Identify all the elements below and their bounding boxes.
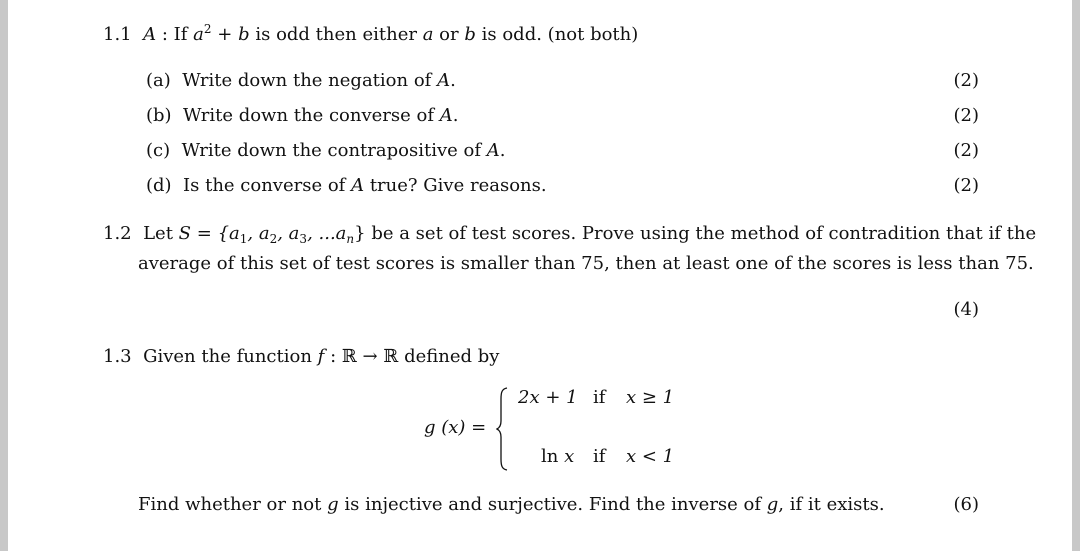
piecewise-lhs: g (x) = xyxy=(424,417,487,438)
set-part: } xyxy=(354,223,366,244)
question-text: Find whether or not xyxy=(138,494,322,515)
question-part-c xyxy=(146,142,505,160)
set-part: , ...a xyxy=(307,223,347,244)
function-domain: ℝ → ℝ xyxy=(341,346,399,367)
subscript: n xyxy=(346,232,355,246)
part-var: A xyxy=(439,105,453,126)
case2-condition: x < 1 xyxy=(626,446,675,467)
question-part-d xyxy=(146,177,547,195)
question-text: is injective and surjective. Find the inverse of xyxy=(344,494,762,515)
question-text: Given the function xyxy=(143,346,312,367)
case2-if: if xyxy=(593,446,606,467)
statement-var: A xyxy=(143,24,157,45)
question-text: be a set of test scores. Prove using the method of contradition that if the xyxy=(371,223,1037,244)
part-text: Is the converse of xyxy=(183,175,346,196)
var-a: a xyxy=(422,24,434,45)
marks-part-b: (2) xyxy=(953,105,979,126)
marks-part-a: (2) xyxy=(953,70,979,91)
part-label: (a) xyxy=(146,70,171,91)
part-text: Write down the negation of xyxy=(182,70,432,91)
part-end: . xyxy=(452,105,459,126)
function-f: f xyxy=(317,346,325,367)
statement-text: is odd. (not both) xyxy=(481,24,639,45)
question-text: , if it exists. xyxy=(778,494,885,515)
part-var: A xyxy=(351,175,365,196)
let-word: Let xyxy=(143,223,173,244)
statement-text: is odd then either xyxy=(255,24,417,45)
question-1-3-intro xyxy=(103,348,499,366)
marks-1-3: (6) xyxy=(953,494,979,515)
var-b: b xyxy=(238,24,250,45)
function-g: g xyxy=(766,494,779,515)
case1-condition: x ≥ 1 xyxy=(626,387,675,408)
exam-page xyxy=(8,0,1072,551)
part-end: . xyxy=(450,70,456,91)
colon: : xyxy=(330,346,337,367)
equals: = xyxy=(196,223,212,244)
question-number: 1.3 xyxy=(103,346,132,367)
marks-part-d: (2) xyxy=(953,175,979,196)
part-label: (d) xyxy=(146,175,172,196)
subscript: 3 xyxy=(299,232,308,246)
part-text: Write down the contrapositive of xyxy=(181,140,482,161)
var-a: a xyxy=(193,24,204,45)
part-var: A xyxy=(437,70,451,91)
set-part: , a xyxy=(277,223,300,244)
set-var: S xyxy=(178,223,192,244)
question-text: defined by xyxy=(404,346,500,367)
set-expression xyxy=(218,223,366,244)
question-1-3-task xyxy=(138,496,885,514)
subscript: 2 xyxy=(269,232,278,246)
or-word: or xyxy=(439,24,459,45)
marks-1-2: (4) xyxy=(953,299,979,320)
question-number: 1.1 xyxy=(103,24,132,45)
var-x: x xyxy=(564,446,575,467)
part-label: (c) xyxy=(146,140,171,161)
ln-function: ln xyxy=(541,446,559,467)
question-part-a xyxy=(146,72,456,90)
left-brace xyxy=(496,387,508,471)
set-part: , a xyxy=(247,223,270,244)
question-1-2-line2: average of this set of test scores is smaller than 75, then at least one of the scores is less than 75. xyxy=(138,253,1034,274)
marks-part-c: (2) xyxy=(953,140,979,161)
part-end: true? Give reasons. xyxy=(369,175,547,196)
exponent: 2 xyxy=(203,22,212,36)
colon: : xyxy=(161,24,168,45)
case2-expression xyxy=(541,448,574,466)
subscript: 1 xyxy=(239,232,248,246)
part-var: A xyxy=(486,140,500,161)
function-g: g xyxy=(327,494,339,515)
case1-if: if xyxy=(593,387,606,408)
part-label: (b) xyxy=(146,105,172,126)
set-part: {a xyxy=(217,223,240,244)
question-1-1-header xyxy=(103,23,638,44)
question-1-2-line1 xyxy=(103,225,1036,245)
case1-expression: 2x + 1 xyxy=(518,387,578,408)
part-text: Write down the converse of xyxy=(183,105,435,126)
question-number: 1.2 xyxy=(103,223,132,244)
question-part-b xyxy=(146,107,459,125)
if-word: If xyxy=(173,24,188,45)
var-b: b xyxy=(464,24,476,45)
part-end: . xyxy=(499,140,506,161)
plus: + xyxy=(217,24,233,45)
